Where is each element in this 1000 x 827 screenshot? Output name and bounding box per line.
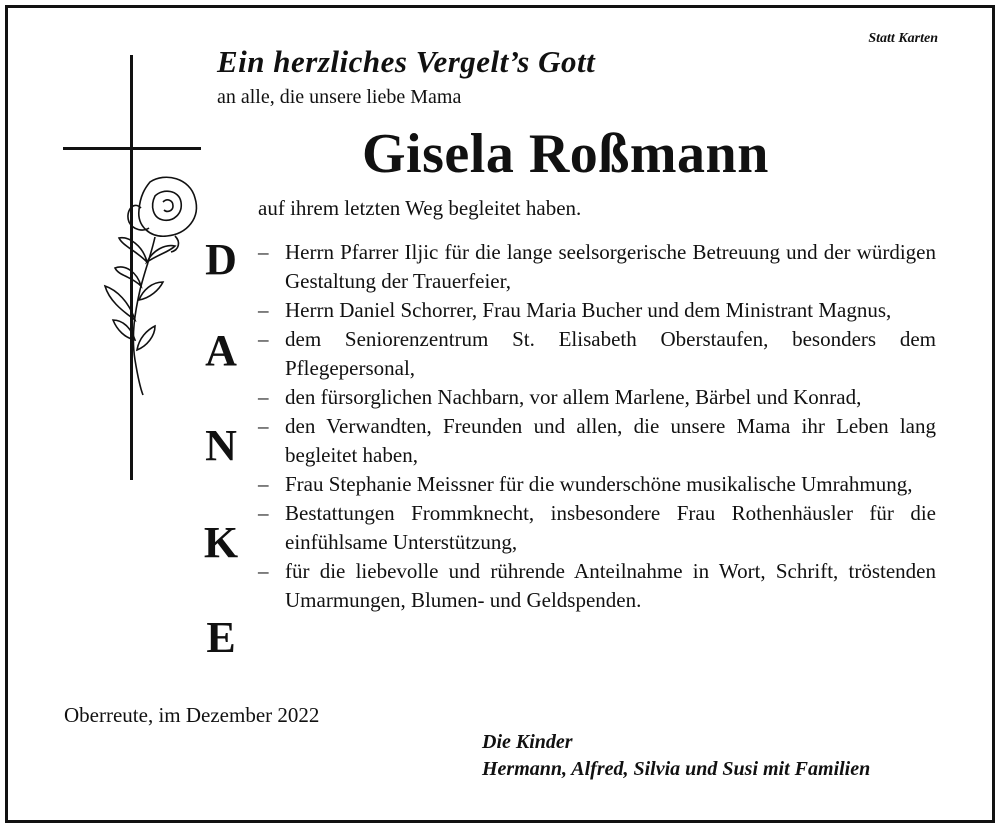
dash-marker: –: [258, 240, 269, 264]
dash-marker: –: [258, 327, 269, 351]
list-item-text: für die liebevolle und rührende Anteilnahme in Wort, Schrift, tröstenden Umarmungen, Blumen- und Geldspenden.: [285, 559, 936, 612]
list-item: [258, 499, 936, 557]
list-item-text: Herrn Pfarrer Iljic für die lange seelsorgerische Betreuung und der würdigen Gestaltung der Trauerfeier,: [285, 240, 936, 293]
corner-note: Statt Karten: [868, 31, 938, 46]
signature-line-1: Die Kinder: [482, 731, 573, 753]
list-item-text: Frau Stephanie Meissner für die wunderschöne musikalische Umrahmung,: [285, 472, 913, 496]
list-item: [258, 325, 936, 383]
danke-letter-k: K: [203, 518, 239, 567]
list-item: [258, 238, 936, 296]
dash-marker: –: [258, 472, 269, 496]
list-item-text: den Verwandten, Freunden und allen, die unsere Mama ihr Leben lang begleitet haben,: [285, 414, 936, 467]
list-item-text: Bestattungen Frommknecht, insbesondere Frau Rothenhäusler für die einfühlsame Unterstützung,: [285, 501, 936, 554]
dash-marker: –: [258, 501, 269, 525]
dash-marker: –: [258, 414, 269, 438]
dash-marker: –: [258, 559, 269, 583]
danke-letter-e: E: [206, 613, 236, 662]
list-item: [258, 557, 936, 615]
list-item-text: den fürsorglichen Nachbarn, vor allem Marlene, Bärbel und Konrad,: [285, 385, 862, 409]
cross-icon: [63, 55, 201, 480]
list-item-text: Herrn Daniel Schorrer, Frau Maria Bucher und dem Ministrant Magnus,: [285, 298, 892, 322]
after-name-text: auf ihrem letzten Weg begleitet haben.: [258, 196, 582, 220]
cross-with-rose-graphic: [55, 50, 215, 490]
danke-letter-n: N: [205, 421, 237, 470]
list-item: [258, 296, 936, 325]
dash-marker: –: [258, 385, 269, 409]
signature-line-2: Hermann, Alfred, Silvia und Susi mit Familien: [482, 758, 871, 780]
subheading: an alle, die unsere liebe Mama: [217, 86, 462, 108]
thanks-list: [258, 238, 936, 615]
dash-marker: –: [258, 298, 269, 322]
list-item: [258, 470, 936, 499]
danke-letter-d: D: [205, 235, 237, 284]
rose-icon: [105, 177, 196, 395]
list-item: [258, 383, 936, 412]
danke-letter-a: A: [205, 326, 237, 375]
deceased-name: Gisela Roßmann: [362, 123, 769, 185]
list-item-text: dem Seniorenzentrum St. Elisabeth Oberstaufen, besonders dem Pflegepersonal,: [285, 327, 936, 380]
place-date: Oberreute, im Dezember 2022: [64, 703, 320, 727]
list-item: [258, 412, 936, 470]
heading: Ein herzliches Vergelt’s Gott: [217, 44, 596, 79]
